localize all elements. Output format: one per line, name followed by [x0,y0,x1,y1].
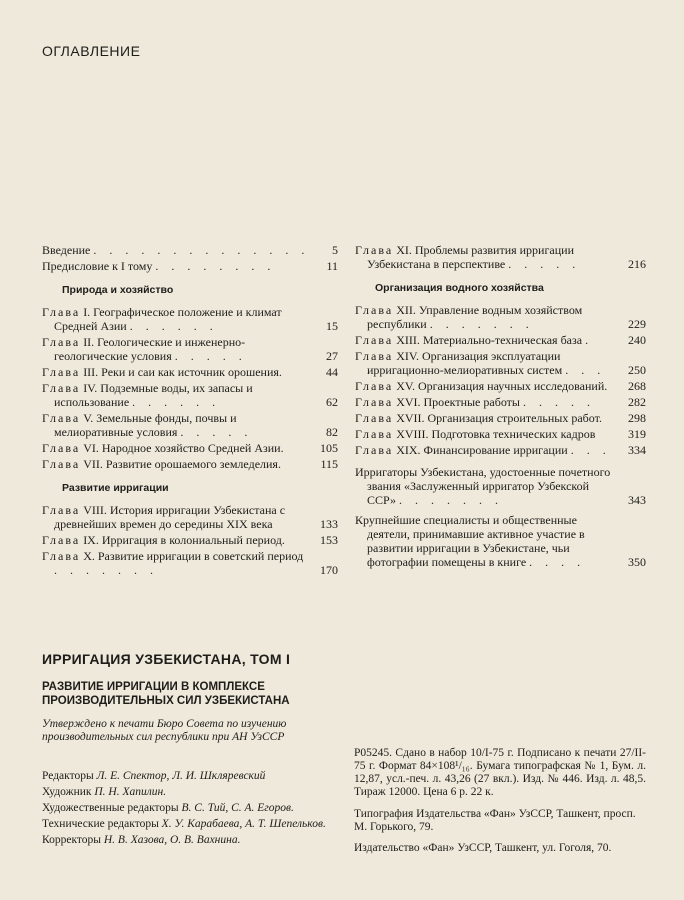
toc-entry [42,503,338,531]
toc-page-number: 115 [320,457,338,471]
toc-entry [42,381,338,409]
toc-entry-text: XIX. Финансирование ирригации [396,443,568,457]
credit-names: Н. В. Хазова, О. В. Вахнина. [103,834,241,846]
toc-entry-text: Введение [42,243,91,257]
toc-leader: . . . . . [174,349,247,363]
toc-leader: . . . . . . [129,319,218,333]
toc-entry-text: VIII. История ирригации Узбекистана с древнейших времен до середины XIX века [54,503,286,531]
toc-page-number: 44 [326,365,338,379]
toc-page-number: 268 [628,379,646,393]
toc-entry-text: X. Развитие ирригации в советский период [83,549,304,563]
toc-leader: . . . . . . . . . . . . . . [93,243,310,257]
credits-block [42,768,342,848]
toc-page-number: 15 [326,319,338,333]
chapter-prefix: Глава [355,303,394,317]
toc-entry [355,333,646,347]
toc-page-number: 240 [628,333,646,347]
toc-entry-text: IX. Ирригация в колониальный период. [83,533,285,547]
toc-entry [355,443,646,457]
toc-page-number: 334 [628,443,646,457]
toc-page-number: 82 [326,425,338,439]
credit-role: Художник [42,786,92,798]
toc-page-number: 319 [628,427,646,441]
toc-leader: . . . . . . . [398,493,503,507]
toc-entry-text: XIII. Материально-техническая база [396,333,583,347]
chapter-prefix: Глава [355,379,394,393]
toc-entry [355,513,646,569]
chapter-prefix: Глава [42,441,81,455]
imprint-info: Р05245. Сдано в набор 10/I-75 г. Подписано к печати 27/II-75 г. Формат 84×108¹/₁₆. Бумага типографская № 1, Бум. л. 12,87, усл.-печ. л. 43,26 (27 вкл.). Изд. № 446. Изд. л. 48,5. Тираж 12000. Цена 6 р. 22 к. [354,747,646,798]
toc-entry [355,243,646,271]
toc-entry-text: Ирригаторы Узбекистана, удостоенные почетного звания «Заслуженный ирригатор Узбекской ССР» [355,465,611,507]
credit-line [42,800,342,816]
chapter-prefix: Глава [42,503,81,517]
toc-page-number: 229 [628,317,646,331]
credit-line [42,784,342,800]
credit-role: Технические редакторы [42,818,159,830]
credit-line [42,816,342,832]
toc-entry-text: XI. Проблемы развития ирригации Узбекистана в перспективе [367,243,574,271]
toc-page-number: 350 [628,555,646,569]
credit-role: Художественные редакторы [42,802,179,814]
toc-leader: . . . . . . [132,395,221,409]
toc-page-number: 282 [628,395,646,409]
toc-entry-text: VII. Развитие орошаемого земледелия. [83,457,281,471]
toc-entry [42,259,338,273]
section-heading: Природа и хозяйство [62,284,174,296]
publisher-info: Издательство «Фан» УзССР, Ташкент, ул. Гоголя, 70. [354,842,612,854]
toc-leader: . . . . . [508,257,581,271]
toc-entry-text: I. Географическое положение и климат Средней Азии [54,305,282,333]
section-heading: Организация водного хозяйства [375,282,544,294]
chapter-prefix: Глава [355,411,394,425]
toc-entry-text: V. Земельные фонды, почвы и мелиоративные условия [54,411,237,439]
toc-entry [355,303,646,331]
toc-entry-text: III. Реки и саи как источник орошения. [83,365,282,379]
chapter-prefix: Глава [42,335,81,349]
toc-entry-text: XII. Управление водным хозяйством республики [367,303,583,331]
toc-page-number: 27 [326,349,338,363]
toc-entry-text: Крупнейшие специалисты и общественные деятели, принимавшие активное участие в развитии ирригации в Узбекистане, чьи фотографии помещены в книге [355,513,585,569]
subtitle-line: ПРОИЗВОДИТЕЛЬНЫХ СИЛ УЗБЕКИСТАНА [42,695,290,707]
toc-entry [42,549,338,577]
toc-entry [355,465,646,507]
chapter-prefix: Глава [355,243,394,257]
credit-line [42,832,342,848]
section-heading: Развитие ирригации [62,482,169,494]
book-subtitle [42,680,290,708]
toc-entry-text: VI. Народное хозяйство Средней Азии. [83,441,284,455]
toc-left-column [42,243,338,579]
toc-page-number: 105 [320,441,338,455]
credit-role: Редакторы [42,770,94,782]
toc-entry-text: II. Геологические и инженерно-геологические условия [54,335,246,363]
credit-names: В. С. Тий, С. А. Егоров. [181,802,294,814]
toc-entry [42,335,338,363]
toc-leader: . . . . . . . [429,317,534,331]
toc-page-number: 11 [326,259,338,273]
toc-entry [42,305,338,333]
chapter-prefix: Глава [42,305,81,319]
toc-leader: . . . . . [522,395,595,409]
toc-leader: . . . [565,363,606,377]
toc-entry [355,395,646,409]
chapter-prefix: Глава [42,411,81,425]
toc-leader: . . . [570,443,611,457]
chapter-prefix: Глава [355,349,394,363]
credit-names: Х. У. Карабаева, А. Т. Шепельков. [161,818,326,830]
toc-entry-text: XVIII. Подготовка технических кадров [396,427,596,441]
toc-page-number: 62 [326,395,338,409]
printer-info: Типография Издательства «Фан» УзССР, Ташкент, просп. М. Горького, 79. [354,808,636,833]
subtitle-line: РАЗВИТИЕ ИРРИГАЦИИ В КОМПЛЕКСЕ [42,681,265,693]
chapter-prefix: Глава [42,365,81,379]
toc-entry-text: XIV. Организация эксплуатации ирригационно-мелиоративных систем [367,349,563,377]
toc-page-number: 250 [628,363,646,377]
credit-line [42,768,342,784]
toc-entry [355,379,646,393]
toc-entry [355,427,646,441]
toc-entry [42,243,338,257]
toc-entry [42,411,338,439]
toc-page-number: 216 [628,257,646,271]
toc-leader: . [585,333,594,347]
toc-leader: . . . . . [180,425,253,439]
toc-entry-text: IV. Подземные воды, их запасы и использование [54,381,253,409]
credit-role: Корректоры [42,834,101,846]
chapter-prefix: Глава [42,549,81,563]
chapter-prefix: Глава [355,427,394,441]
toc-page-number: 343 [628,493,646,507]
toc-entry-text: XVII. Организация строительных работ. [396,411,602,425]
toc-entry [355,411,646,425]
chapter-prefix: Глава [42,457,81,471]
chapter-prefix: Глава [42,533,81,547]
toc-right-column [355,243,646,571]
toc-leader: . . . . . . . [54,563,158,577]
chapter-prefix: Глава [355,395,394,409]
toc-entry-text: Предисловие к I тому [42,259,153,273]
toc-entry [42,533,338,547]
credit-names: П. Н. Хапилин. [94,786,167,798]
toc-title: ОГЛАВЛЕНИЕ [42,43,141,59]
credit-names: Л. Е. Спектор, Л. И. Шкляревский [96,770,266,782]
toc-leader: . . . . . . . . [155,259,276,273]
toc-entry [42,457,338,471]
approval-note: Утверждено к печати Бюро Совета по изучению производительных сил республики при АН УзССР [42,718,287,743]
toc-entry-text: XVI. Проектные работы [396,395,520,409]
toc-page-number: 153 [320,533,338,547]
toc-entry-text: XV. Организация научных исследований. [396,379,608,393]
toc-entry [355,349,646,377]
chapter-prefix: Глава [42,381,81,395]
chapter-prefix: Глава [355,333,394,347]
toc-entry [42,441,338,455]
toc-page-number: 5 [332,243,338,257]
chapter-prefix: Глава [355,443,394,457]
toc-page-number: 170 [320,563,338,577]
toc-leader: . . . . [529,555,586,569]
toc-page-number: 298 [628,411,646,425]
toc-entry [42,365,338,379]
book-title: ИРРИГАЦИЯ УЗБЕКИСТАНА, ТОМ I [42,651,291,667]
toc-page-number: 133 [320,517,338,531]
